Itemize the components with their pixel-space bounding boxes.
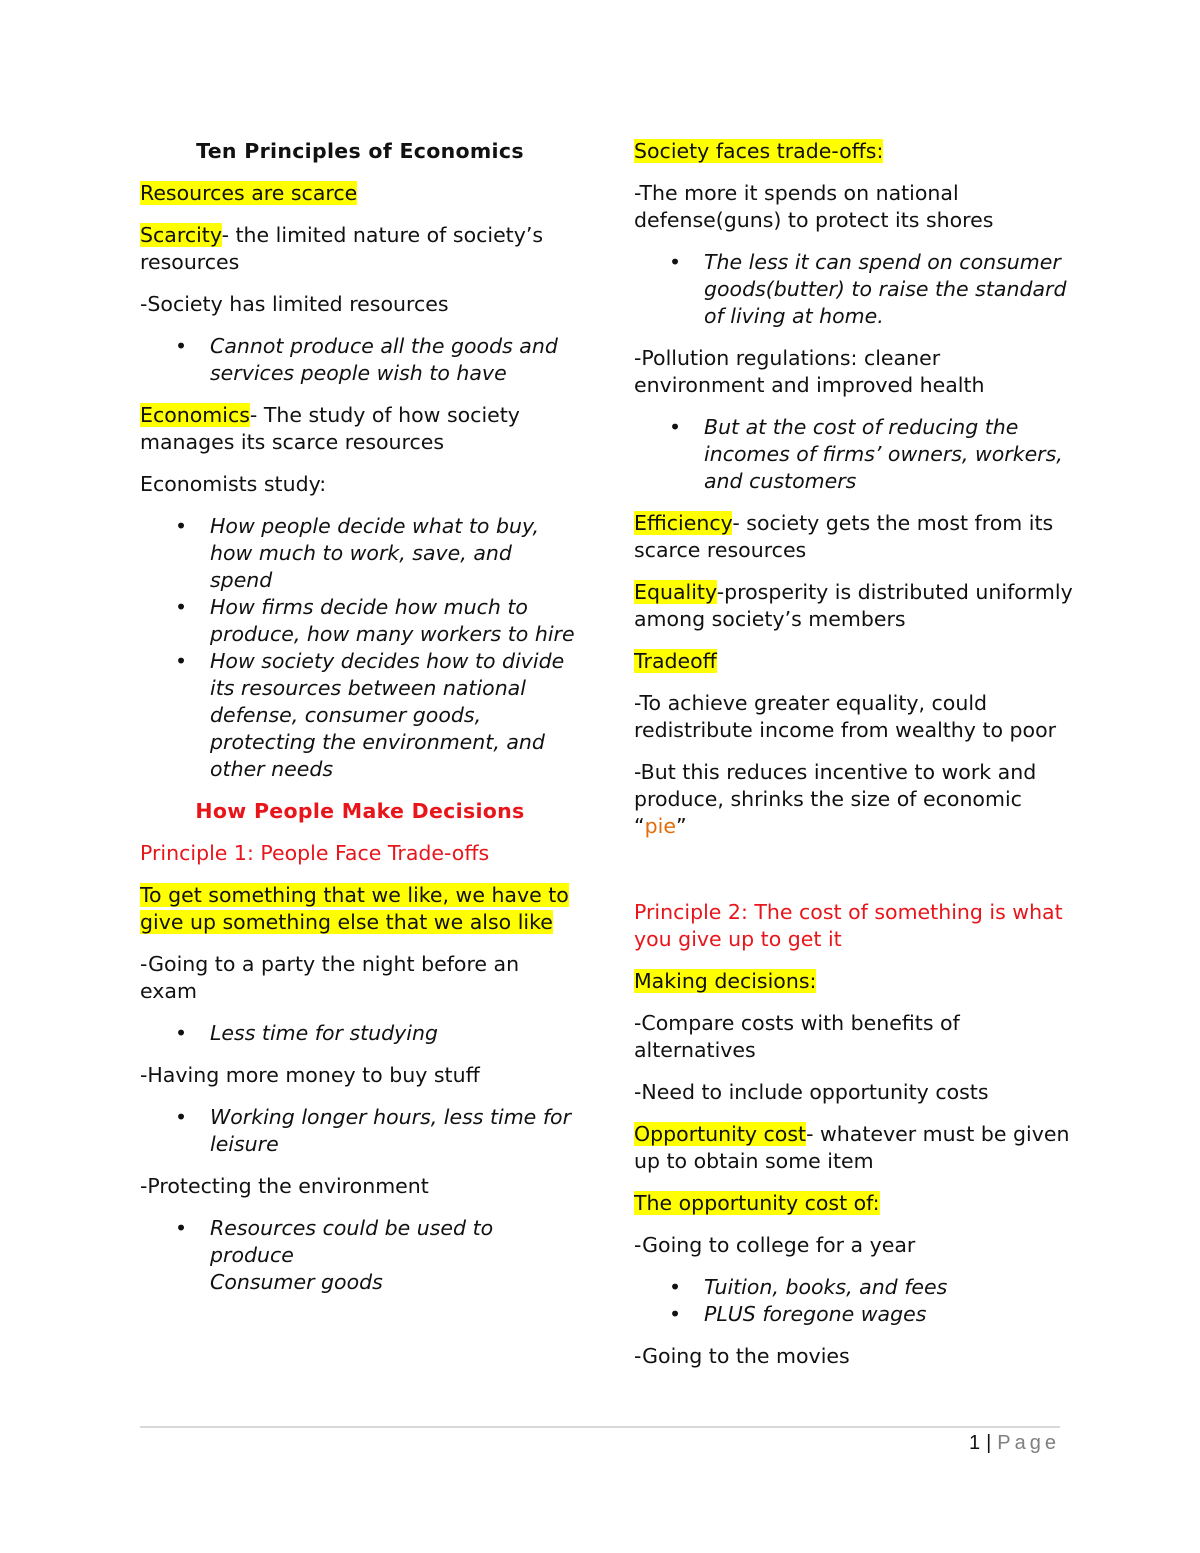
list-item: • Less time for studying <box>175 1021 439 1045</box>
opportunity-need-line: -Need to include opportunity costs <box>634 1080 989 1104</box>
list-item: • Cannot produce all the goods and services people wish to have <box>175 334 558 385</box>
reduces-incentive-line: -But this reduces incentive to work and produce, shrinks the size of economic “pie” <box>634 760 1037 838</box>
principle-1-heading: Principle 1: People Face Trade-offs <box>140 841 490 865</box>
list-item: • How people decide what to buy, how much to work, save, and spend <box>175 514 540 592</box>
equality-achieve-line: -To achieve greater equality, could redistribute income from wealthy to poor <box>634 691 1057 742</box>
bullet-icon: • <box>175 595 188 619</box>
compare-line: -Compare costs with benefits of alternatives <box>634 1011 960 1062</box>
tradeoffs-heading: Society faces trade-offs: <box>634 139 884 163</box>
study-bullets <box>140 513 580 783</box>
economics-term: Economics <box>140 403 250 427</box>
resources-heading: Resources are scarce <box>140 181 358 205</box>
opportunity-cost-of-heading: The opportunity cost of: <box>634 1191 880 1215</box>
defense-bullets <box>634 249 1074 330</box>
economics-definition: Economics- The study of how society manages its scarce resources <box>140 403 520 454</box>
movies-line: -Going to the movies <box>634 1344 850 1368</box>
opportunity-cost-definition: Opportunity cost- whatever must be given up to obtain some item <box>634 1122 1070 1173</box>
college-bullets <box>634 1274 1074 1328</box>
bullet-icon: • <box>669 1275 682 1299</box>
principle-2-heading: Principle 2: The cost of something is what you give up to get it <box>634 900 1063 951</box>
principle-1-highlight: To get something that we like, we have to give up something else that we also like <box>140 883 569 934</box>
equality-term: Equality <box>634 580 717 604</box>
scarcity-term: Scarcity <box>140 223 222 247</box>
equality-definition: Equality-prosperity is distributed uniformly among society’s members <box>634 580 1073 631</box>
bullet-icon: • <box>175 1105 188 1129</box>
efficiency-definition: Efficiency- society gets the most from its scarce resources <box>634 511 1054 562</box>
money-bullets <box>140 1104 580 1158</box>
party-bullets <box>140 1020 580 1047</box>
list-item: • Resources could be used to produce Consumer goods <box>175 1216 494 1294</box>
page-label: Page <box>997 1432 1060 1454</box>
party-line: -Going to a party the night before an exam <box>140 952 520 1003</box>
list-item: • How society decides how to divide its resources between national defense, consumer goods, protecting the environment, and other needs <box>175 649 565 781</box>
pie-word: pie <box>644 814 676 838</box>
page-title: Ten Principles of Economics <box>196 139 524 163</box>
defense-line: -The more it spends on national defense(guns) to protect its shores <box>634 181 994 232</box>
bullet-icon: • <box>669 1302 682 1326</box>
footer-divider <box>140 1426 1060 1428</box>
limited-resources-line: -Society has limited resources <box>140 292 449 316</box>
spacer <box>634 855 1074 899</box>
pollution-line: -Pollution regulations: cleaner environment and improved health <box>634 346 985 397</box>
page-footer <box>969 1432 1060 1455</box>
tradeoff-heading: Tradeoff <box>634 649 717 673</box>
list-item: • But at the cost of reducing the incomes of firms’ owners, workers, and customers <box>669 415 1063 493</box>
list-item: • Working longer hours, less time for leisure <box>175 1105 572 1156</box>
bullet-icon: • <box>175 1216 188 1240</box>
bullet-icon: • <box>175 1021 188 1045</box>
opportunity-cost-term: Opportunity cost <box>634 1122 807 1146</box>
list-item: • The less it can spend on consumer goods(butter) to raise the standard of living at home. <box>669 250 1067 328</box>
footer-separator: | <box>986 1432 992 1454</box>
bullet-icon: • <box>175 334 188 358</box>
bullet-icon: • <box>669 415 682 439</box>
scarcity-definition: Scarcity- the limited nature of society’s resources <box>140 223 544 274</box>
money-line: -Having more money to buy stuff <box>140 1063 480 1087</box>
section-heading: How People Make Decisions <box>195 799 525 823</box>
bullet-icon: • <box>175 649 188 673</box>
environment-line: -Protecting the environment <box>140 1174 429 1198</box>
efficiency-term: Efficiency <box>634 511 733 535</box>
bullet-icon: • <box>175 514 188 538</box>
page-number: 1 <box>968 1432 981 1454</box>
college-line: -Going to college for a year <box>634 1233 916 1257</box>
pollution-bullets <box>634 414 1074 495</box>
list-item: • How firms decide how much to produce, how many workers to hire <box>175 595 575 646</box>
limited-bullets <box>140 333 580 387</box>
right-column <box>634 138 1074 1385</box>
left-column <box>140 138 580 1311</box>
making-decisions-heading: Making decisions: <box>634 969 817 993</box>
environment-bullets <box>140 1215 580 1296</box>
list-item: • PLUS foregone wages <box>669 1302 927 1326</box>
list-item: • Tuition, books, and fees <box>669 1275 948 1299</box>
bullet-icon: • <box>669 250 682 274</box>
economists-study: Economists study: <box>140 472 327 496</box>
